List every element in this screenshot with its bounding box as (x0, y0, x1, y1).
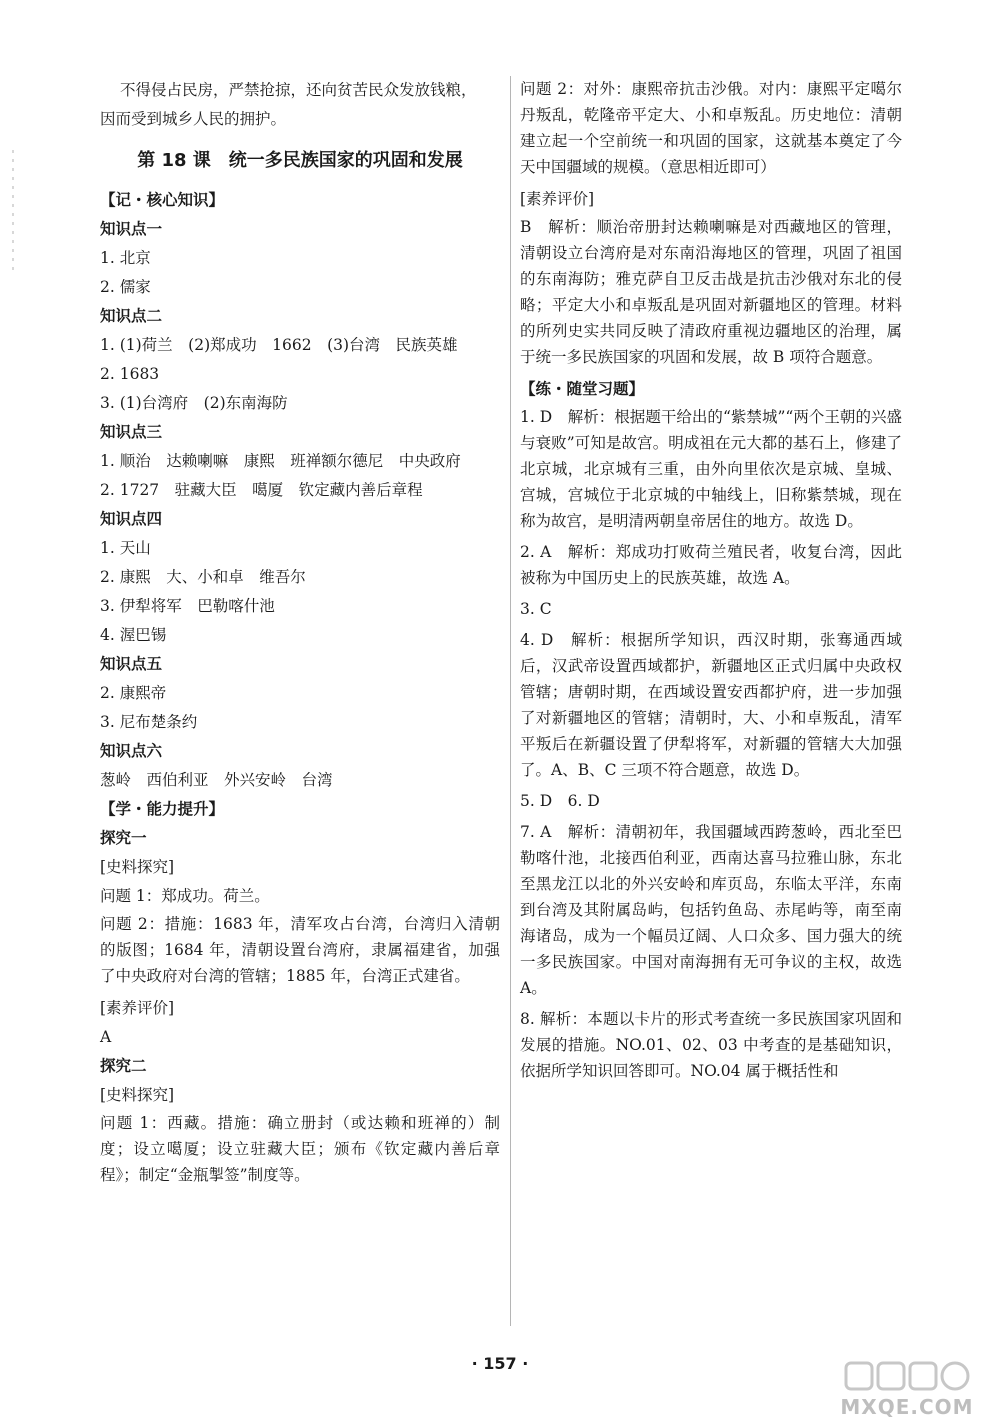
kp4-item: 1. 天山 (100, 539, 151, 557)
column-divider (510, 76, 511, 1326)
kp1-heading: 知识点一 (100, 220, 163, 238)
right-column (520, 76, 902, 1089)
explore-1-answer: A (100, 1028, 112, 1046)
kp2-item: 1. (1)荷兰 (2)郑成功 1662 (3)台湾 民族英雄 (100, 336, 458, 354)
kp1-item: 2. 儒家 (100, 278, 151, 296)
literacy-eval-label: [素养评价] (520, 190, 595, 208)
explore-2-heading: 探究二 (100, 1057, 147, 1075)
practice-answer-2: 2. A 解析：郑成功打败荷兰殖民者，收复台湾，因此被称为中国历史上的民族英雄，故选 A。 (520, 543, 902, 587)
practice-answer-1: 1. D 解析：根据题干给出的“紫禁城”“两个王朝的兴盛与衰败”可知是故宫。明成祖在元大都的基石上，修建了北京城，北京城有三重，由外向里依次是京城、皇城、宫城，宫城位于北京城的中轴线上，旧称紫禁城，现在称为故宫，是明清两朝皇帝居住的地方。故选 D。 (520, 408, 902, 530)
section-core-knowledge: 【记・核心知识】 (100, 191, 225, 209)
practice-answer-7: 7. A 解析：清朝初年，我国疆域西跨葱岭，西北至巴勒喀什池，北接西伯利亚，西南达喜马拉雅山脉，东北至黑龙江以北的外兴安岭和库页岛，东临太平洋，东南到台湾及其附属岛屿，包括钓鱼岛、赤尾屿等，南至南海诸岛，成为一个幅员辽阔、人口众多、国力强大的统一多民族国家。中国对南海拥有无可争议的主权，故选 A。 (520, 823, 902, 997)
page-number: · 157 · (471, 1354, 529, 1373)
section-ability: 【学・能力提升】 (100, 800, 225, 818)
kp4-item: 3. 伊犁将军 巴勒喀什池 (100, 597, 275, 615)
kp6-item: 葱岭 西伯利亚 外兴安岭 台湾 (100, 771, 333, 789)
section-practice: 【练・随堂习题】 (520, 380, 645, 398)
kp3-item: 2. 1727 驻藏大臣 噶厦 钦定藏内善后章程 (100, 481, 423, 499)
kp5-heading: 知识点五 (100, 655, 163, 673)
literacy-eval-label: [素养评价] (100, 999, 175, 1017)
watermark-text: MXQE.COM (840, 1395, 974, 1419)
kp2-heading: 知识点二 (100, 307, 163, 325)
history-explore-label: [史料探究] (100, 1086, 175, 1104)
question-2-answer: 问题 2：对外：康熙帝抗击沙俄。对内：康熙平定噶尔丹叛乱，乾隆帝平定大、小和卓叛乱。历史地位：清朝建立起一个空前统一和巩固的国家，这就基本奠定了今天中国疆域的规模。（意思相近即可） (520, 80, 902, 176)
kp4-heading: 知识点四 (100, 510, 163, 528)
practice-answer-4: 4. D 解析：根据所学知识，西汉时期，张骞通西域后，汉武帝设置西域都护，新疆地区正式归属中央政权管辖；唐朝时期，在西域设置安西都护府，进一步加强了对新疆地区的管辖；清朝时，大、小和卓叛乱，清军平叛后在新疆设置了伊犁将军，对新疆的管辖大大加强了。A、B、C 三项不符合题意，故选 D。 (520, 631, 902, 779)
left-column (100, 76, 500, 1193)
kp4-item: 2. 康熙 大、小和卓 维吾尔 (100, 568, 306, 586)
intro-line-1: 不得侵占民房，严禁抢掠，还向贫苦民众发放钱粮， (120, 81, 477, 99)
kp1-item: 1. 北京 (100, 249, 151, 267)
watermark-logo-icon (842, 1359, 972, 1393)
kp5-item: 3. 尼布楚条约 (100, 713, 198, 731)
margin-mark-icon (6, 150, 20, 270)
watermark (832, 1359, 982, 1419)
kp3-heading: 知识点三 (100, 423, 163, 441)
kp5-item: 2. 康熙帝 (100, 684, 167, 702)
explore-1-question-2: 问题 2：措施：1683 年，清军攻占台湾，台湾归入清朝的版图；1684 年，清朝设置台湾府，隶属福建省，加强了中央政府对台湾的管辖；1885 年，台湾正式建省。 (100, 915, 500, 985)
practice-answer-8: 8. 解析：本题以卡片的形式考查统一多民族国家巩固和发展的措施。NO.01、02、03 中考查的是基础知识，依据所学知识回答即可。NO.04 属于概括性和 (520, 1010, 902, 1080)
practice-answer-3: 3. C (520, 600, 552, 618)
kp2-item: 3. (1)台湾府 (2)东南海防 (100, 394, 288, 412)
practice-answer-5-6: 5. D 6. D (520, 792, 600, 810)
explore-1-question-1: 问题 1：郑成功。荷兰。 (100, 887, 270, 905)
lesson-title: 第 18 课 统一多民族国家的巩固和发展 (137, 150, 463, 171)
kp3-item: 1. 顺治 达赖喇嘛 康熙 班禅额尔德尼 中央政府 (100, 452, 461, 470)
kp2-item: 2. 1683 (100, 365, 160, 383)
explore-2-question-1: 问题 1：西藏。措施：确立册封（或达赖和班禅的）制度；设立噶厦；设立驻藏大臣；颁布《钦定藏内善后章程》；制定“金瓶掣签”制度等。 (100, 1114, 500, 1184)
literacy-eval-answer: B 解析：顺治帝册封达赖喇嘛是对西藏地区的管理，清朝设立台湾府是对东南沿海地区的管理，巩固了祖国的东南海防；雅克萨自卫反击战是抗击沙俄对东北的侵略；平定大小和卓叛乱是巩固对新疆地区的管理。材料的所列史实共同反映了清政府重视边疆地区的治理，属于统一多民族国家的巩固和发展，故 B 项符合题意。 (520, 218, 902, 366)
history-explore-label: [史料探究] (100, 858, 175, 876)
intro-line-2: 因而受到城乡人民的拥护。 (100, 110, 287, 128)
kp4-item: 4. 渥巴锡 (100, 626, 167, 644)
kp6-heading: 知识点六 (100, 742, 163, 760)
explore-1-heading: 探究一 (100, 829, 147, 847)
